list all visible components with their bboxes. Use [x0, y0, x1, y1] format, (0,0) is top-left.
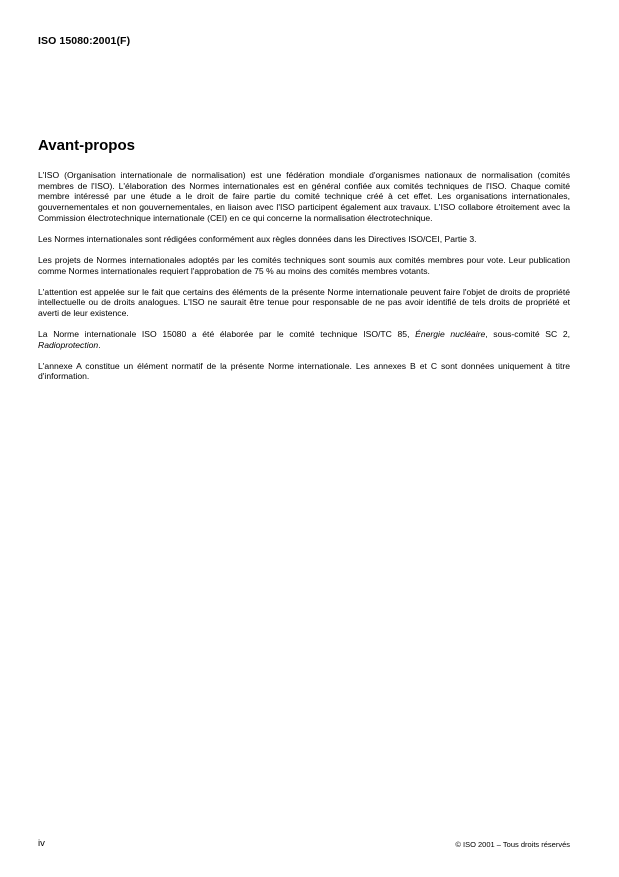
subcommittee-name: Radioprotection [38, 339, 99, 350]
section-title: Avant-propos [38, 137, 135, 154]
committee-text-start: La Norme internationale ISO 15080 a été élaborée par le comité technique ISO/TC 85, [38, 328, 416, 339]
committee-text-middle: , sous-comité SC 2, [485, 328, 570, 339]
committee-name: Énergie nucléaire [415, 328, 486, 339]
paragraph-directives: Les Normes internationales sont rédigées conformément aux règles données dans les Directives ISO/CEI, Partie 3. [38, 233, 477, 244]
paragraph-annexes: L'annexe A constitue un élément normatif de la présente Norme internationale. Les annexes B et C sont données uniquement à titre d'information. [38, 360, 570, 382]
page-number: iv [38, 838, 45, 849]
paragraph-committee [38, 329, 570, 350]
paragraph-vote: Les projets de Normes internationales adoptés par les comités techniques sont soumis aux comités membres pour vote. Leur publication comme Normes internationales requiert l'approbation de 75 % au moins des comités membres votants. [38, 254, 570, 276]
paragraph-patent-rights: L'attention est appelée sur le fait que certains des éléments de la présente Norme internationale peuvent faire l'objet de droits de propriété intellectuelle ou de droits analogues. L'ISO ne saurait être tenue pour responsable de ne pas avoir identifié de tels droits de propriété et averti de leur existence. [38, 286, 570, 318]
paragraph-organisation: L'ISO (Organisation internationale de normalisation) est une fédération mondiale d'organismes nationaux de normalisation (comités membres de l'ISO). L'élaboration des Normes internationales est en général confiée aux comités techniques de l'ISO. Chaque comité membre intéressé par une étude a le droit de faire partie du comité technique créé à cet effet. Les organisations internationales, gouvernementales et non gouvernementales, en liaison avec l'ISO participent également aux travaux. L'ISO collabore étroitement avec la Commission électrotechnique internationale (CEI) en ce qui concerne la normalisation électrotechnique. [38, 170, 570, 223]
committee-text-end: . [98, 339, 101, 350]
section-body [38, 170, 570, 392]
copyright-notice: © ISO 2001 – Tous droits réservés [455, 840, 570, 849]
document-identifier: ISO 15080:2001(F) [38, 35, 131, 47]
